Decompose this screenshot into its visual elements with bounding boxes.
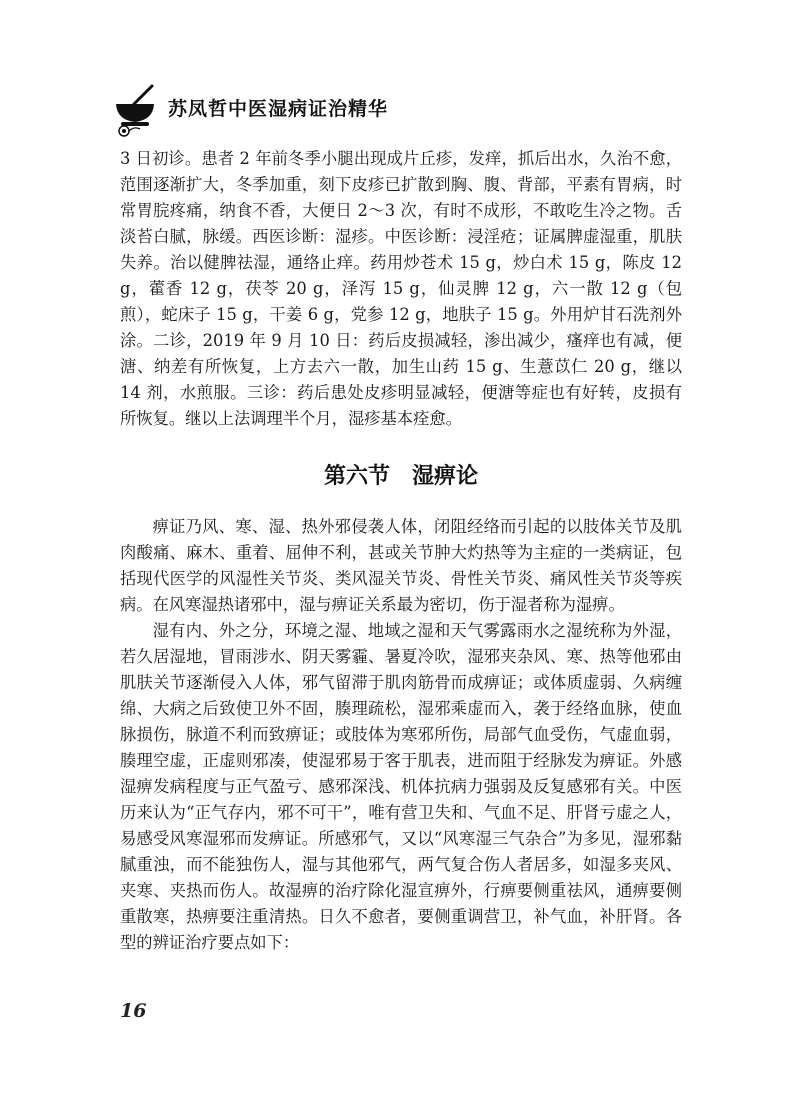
- section-body: [120, 514, 682, 956]
- case-text-block: [120, 146, 682, 432]
- section-number: 第六节: [323, 464, 390, 489]
- running-header: [112, 82, 712, 142]
- paragraph-2: 湿有内、外之分，环境之湿、地域之湿和天气雾露雨水之湿统称为外湿，若久居湿地，冒雨涉水、阴天雾霾、暑夏冷吹，湿邪夹杂风、寒、热等他邪由肌肤关节逐渐侵入人体，邪气留滞于肌肉筋骨而成痹证；或体质虚弱、久病缠绵、大病之后致使卫外不固，腠理疏松，湿邪乘虚而入，袭于经络血脉，使血脉损伤，脉道不利而致痹证；或肢体为寒邪所伤，局部气血受伤，气虚血弱，腠理空虚，正虚则邪凑，使湿邪易于客于肌表，进而阻于经脉发为痹证。外感湿痹发病程度与正气盈亏、感邪深浅、机体抗病力强弱及反复感邪有关。中医历来认为“正气存内，邪不可干”，唯有营卫失和、气血不足、肝肾亏虚之人，易感受风寒湿邪而发痹证。所感邪气，又以“风寒湿三气杂合”为多见，湿邪黏腻重浊，而不能独伤人，湿与其他邪气，两气复合伤人者居多，如湿多夹风、夹寒、夹热而伤人。故湿痹的治疗除化湿宣痹外，行痹要侧重祛风，通痹要侧重散寒，热痹要注重清热。日久不愈者，要侧重调营卫，补气血，补肝肾。各型的辨证治疗要点如下：: [120, 621, 682, 952]
- section-heading: [120, 459, 682, 490]
- paragraph-1: 痹证乃风、寒、湿、热外邪侵袭人体，闭阻经络而引起的以肢体关节及肌肉酸痛、麻木、重着、屈伸不利，甚或关节肿大灼热等为主症的一类病证，包括现代医学的风湿性关节炎、类风湿关节炎、骨性关节炎、痛风性关节炎等疾病。在风寒湿热诸邪中，湿与痹证关系最为密切，伤于湿者称为湿痹。: [120, 517, 682, 614]
- section-title: 湿痹论: [412, 464, 479, 489]
- mortar-pestle-icon: [112, 82, 158, 140]
- page-number: 16: [120, 1000, 147, 1022]
- book-title: 苏凤哲中医湿病证治精华: [168, 98, 389, 120]
- case-paragraph: 3 日初诊。患者 2 年前冬季小腿出现成片丘疹，发痒，抓后出水，久治不愈，范围逐渐扩大，冬季加重，刻下皮疹已扩散到胸、腹、背部，平素有胃病，时常胃脘疼痛，纳食不香，大便日 2～3 次，有时不成形，不敢吃生冷之物。舌淡苔白腻，脉缓。西医诊断：湿疹。中医诊断：浸淫疮；证属脾虚湿重，肌肤失养。治以健脾祛湿，通络止痒。药用炒苍术 15 g，炒白术 15 g，陈皮 12 g，藿香 12 g，茯苓 20 g，泽泻 15 g，仙灵脾 12 g，六一散 12 g（包煎），蛇床子 15 g，干姜 6 g，党参 12 g，地肤子 15 g。外用炉甘石洗剂外涂。二诊，2019 年 9 月 10 日：药后皮损减轻，渗出减少，瘙痒也有减，便溏、纳差有所恢复，上方去六一散，加生山药 15 g、生薏苡仁 20 g，继以 14 剂，水煎服。三诊：药后患处皮疹明显减轻，便溏等症也有好转，皮损有所恢复。继以上法调理半个月，湿疹基本痊愈。: [120, 149, 682, 428]
